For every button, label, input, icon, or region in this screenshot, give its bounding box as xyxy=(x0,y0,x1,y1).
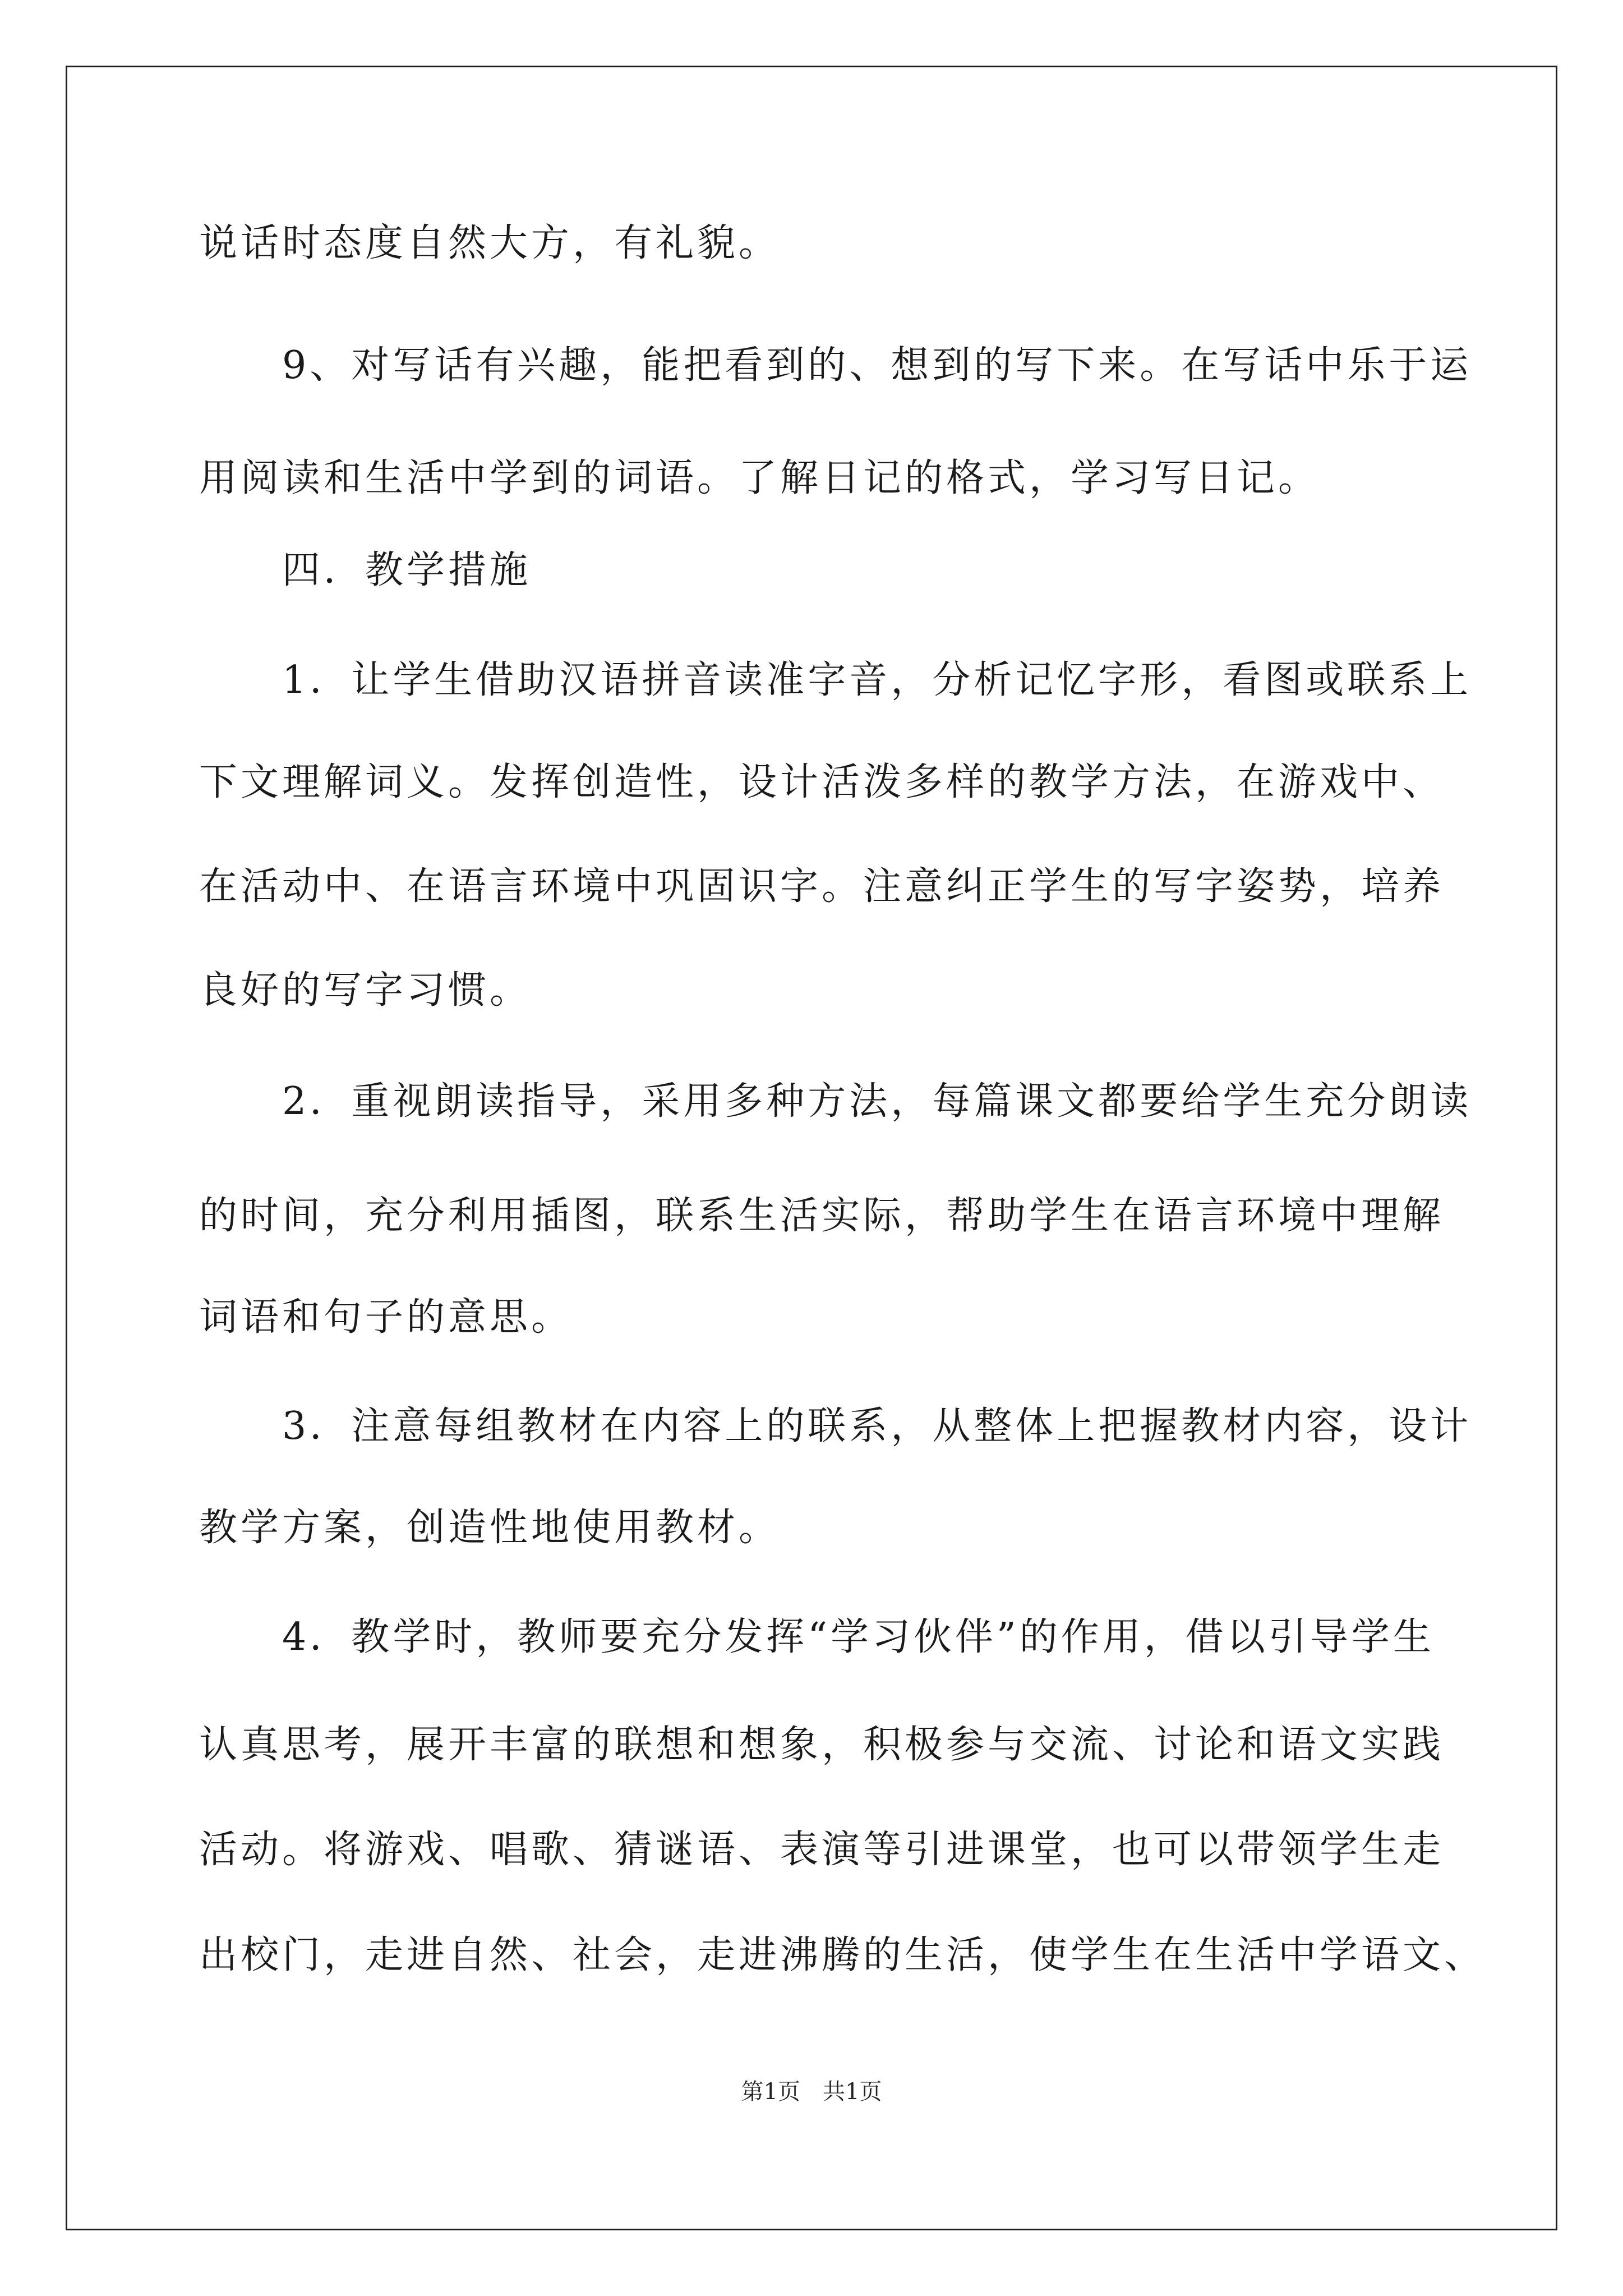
text-line: 教学方案，创造性地使用教材。 xyxy=(199,1506,781,1550)
text-line: 词语和句子的意思。 xyxy=(199,1295,573,1340)
text-line: 用阅读和生活中学到的词语。了解日记的格式，学习写日记。 xyxy=(199,456,1320,500)
section-heading: 四．教学措施 xyxy=(199,548,532,592)
text-line: 4．教学时，教师要充分发挥“学习伙伴”的作用，借以引导学生 xyxy=(199,1615,1435,1659)
text-line: 的时间，充分利用插图，联系生活实际，帮助学生在语言环境中理解 xyxy=(199,1194,1445,1238)
text-line: 良好的写字习惯。 xyxy=(199,968,532,1013)
text-line: 出校门，走进自然、社会，走进沸腾的生活，使学生在生活中学语文、 xyxy=(199,1933,1486,1977)
text-line: 在活动中、在语言环境中巩固识字。注意纠正学生的写字姿势，培养 xyxy=(199,864,1445,909)
text-line: 9、对写话有兴趣，能把看到的、想到的写下来。在写话中乐于运 xyxy=(199,343,1472,388)
text-line: 认真思考，展开丰富的联想和想象，积极参与交流、讨论和语文实践 xyxy=(199,1723,1445,1767)
page-border xyxy=(66,66,1557,2230)
page-footer xyxy=(0,2078,1623,2106)
text-line: 下文理解词义。发挥创造性，设计活泼多样的教学方法，在游戏中、 xyxy=(199,760,1445,804)
text-line: 2．重视朗读指导，采用多种方法，每篇课文都要给学生充分朗读 xyxy=(199,1079,1472,1124)
text-line: 说话时态度自然大方，有礼貌。 xyxy=(199,221,781,265)
text-line: 1．让学生借助汉语拼音读准字音，分析记忆字形，看图或联系上 xyxy=(199,658,1472,702)
text-line: 3．注意每组教材在内容上的联系，从整体上把握教材内容，设计 xyxy=(199,1404,1472,1448)
page-number: 第1页 共1页 xyxy=(741,2079,882,2105)
text-line: 活动。将游戏、唱歌、猜谜语、表演等引进课堂，也可以带领学生走 xyxy=(199,1828,1445,1872)
